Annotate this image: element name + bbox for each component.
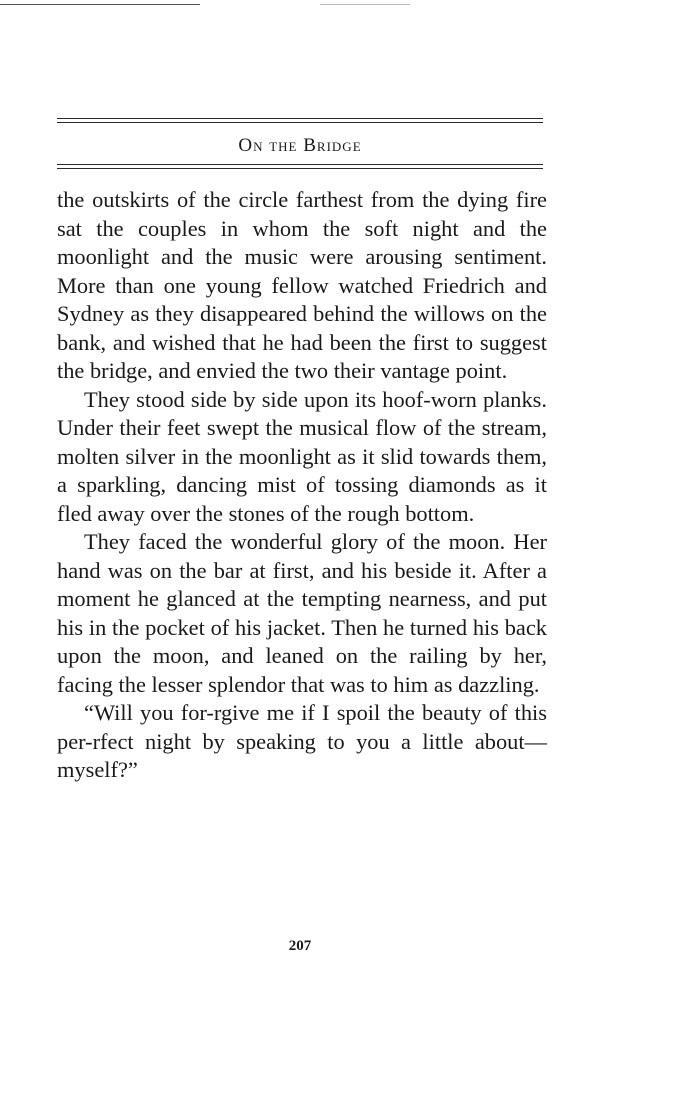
paragraph-1: the outskirts of the circle farthest from the dying fire sat the couples in whom the soft night and the moonlight and the music were arousing sentiment. More than one young fellow watched Friedrich and Sydney as they disappeared behind the willows on the bank, and wished that he had been the first to suggest the bridge, and envied the two their vantage point. xyxy=(57,187,547,383)
running-head: On the Bridge xyxy=(238,135,362,156)
page-number: 207 xyxy=(288,938,312,954)
header-rule-bottom-thin xyxy=(57,168,543,169)
header-rule-bottom xyxy=(57,164,543,165)
scan-edge-mark xyxy=(320,4,410,5)
paragraph-2: They stood side by side upon its hoof-worn planks. Under their feet swept the musical flow of the stream, molten silver in the moonlight as it slid towards them, a sparkling, dancing mist of tossing diamonds as it fled away over the stones of the rough bottom. xyxy=(57,386,547,526)
header-rule-top-thin xyxy=(57,122,543,123)
scan-edge-mark xyxy=(0,4,200,5)
body-text xyxy=(57,186,547,785)
header-rule-top xyxy=(57,118,543,119)
paragraph-3: They faced the wonderful glory of the moon. Her hand was on the bar at first, and his beside it. After a moment he glanced at the tempting nearness, and put his in the pocket of his jacket. Then he turned his back upon the moon, and leaned on the railing by her, facing the lesser splendor that was to him as dazzling. xyxy=(57,529,547,697)
paragraph-4: “Will you for-rgive me if I spoil the beauty of this per-rfect night by speaking to you a little about—myself?” xyxy=(57,700,547,782)
